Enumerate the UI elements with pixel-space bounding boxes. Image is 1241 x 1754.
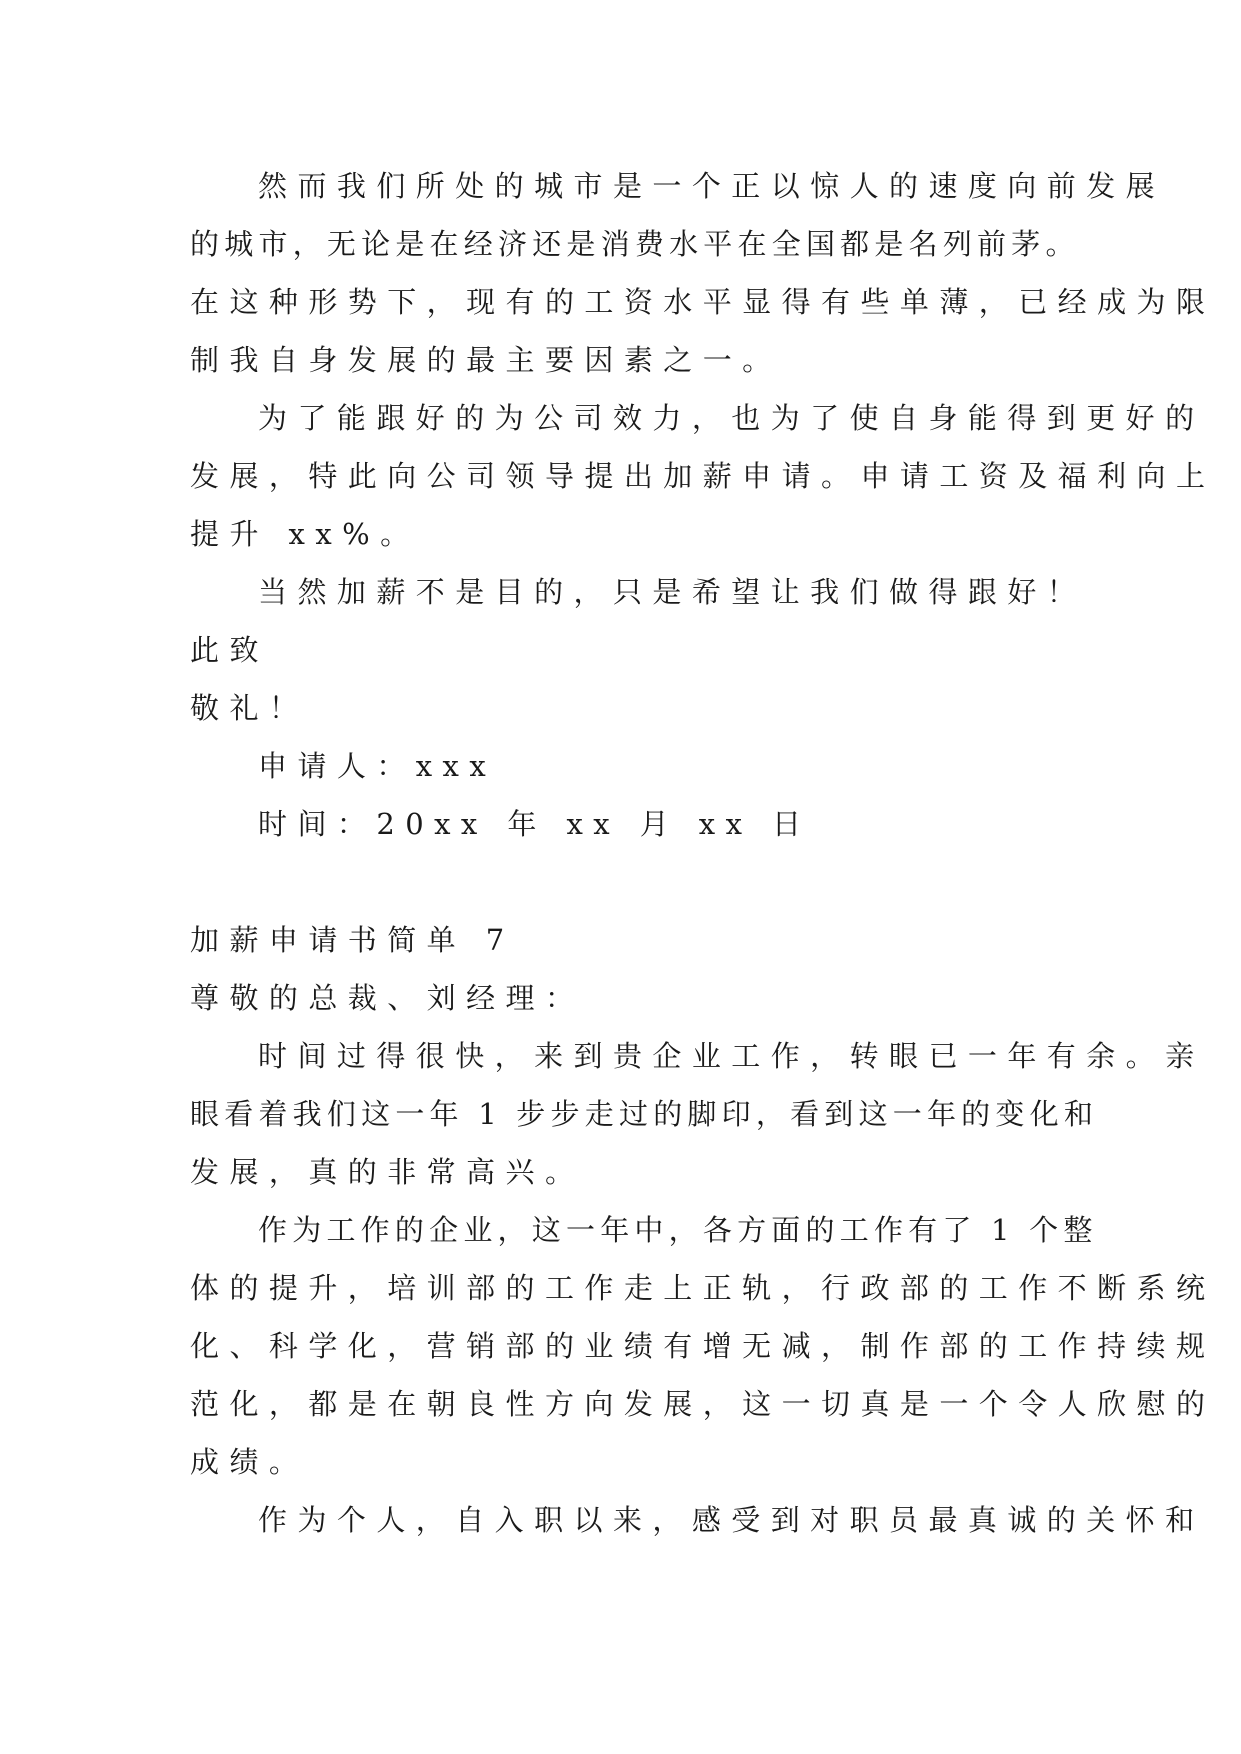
paragraph-line: 制我自身发展的最主要因素之一。 <box>190 343 782 377</box>
paragraph-line: 的城市，无论是在经济还是消费水平在全国都是名列前茅。 <box>190 227 1080 261</box>
paragraph-line: 作为工作的企业，这一年中，各方面的工作有了 1 个整 <box>258 1213 1098 1247</box>
paragraph-line: 当然加薪不是目的，只是希望让我们做得跟好！ <box>258 575 1087 609</box>
paragraph-line: 眼看着我们这一年 1 步步走过的脚印，看到这一年的变化和 <box>190 1097 1099 1131</box>
paragraph-line: 为了能跟好的为公司效力，也为了使自身能得到更好的 <box>258 401 1205 435</box>
paragraph-line: 化、科学化，营销部的业绩有增无减，制作部的工作持续规 <box>190 1329 1216 1363</box>
paragraph-line: 发展，真的非常高兴。 <box>190 1155 585 1189</box>
closing-line: 敬礼！ <box>190 691 309 725</box>
paragraph-line: 范化，都是在朝良性方向发展，这一切真是一个令人欣慰的 <box>190 1387 1216 1421</box>
paragraph-line: 时间过得很快，来到贵企业工作，转眼已一年有余。亲 <box>258 1039 1205 1073</box>
paragraph-line: 作为个人，自入职以来，感受到对职员最真诚的关怀和 <box>258 1503 1205 1537</box>
closing-line: 此致 <box>190 633 269 667</box>
paragraph-line: 然而我们所处的城市是一个正以惊人的速度向前发展 <box>258 169 1166 203</box>
paragraph-line: 在这种形势下，现有的工资水平显得有些单薄，已经成为限 <box>190 285 1216 319</box>
paragraph-line: 发展，特此向公司领导提出加薪申请。申请工资及福利向上 <box>190 459 1216 493</box>
section-title: 加薪申请书简单 7 <box>190 923 515 957</box>
paragraph-line: 成绩。 <box>190 1445 309 1479</box>
date-line: 时间：20xx 年 xx 月 xx 日 <box>258 807 812 841</box>
paragraph-line: 体的提升，培训部的工作走上正轨，行政部的工作不断系统 <box>190 1271 1216 1305</box>
paragraph-line: 提升 xx%。 <box>190 517 420 551</box>
salutation: 尊敬的总裁、刘经理： <box>190 981 585 1015</box>
applicant-line: 申请人：xxx <box>258 749 497 783</box>
